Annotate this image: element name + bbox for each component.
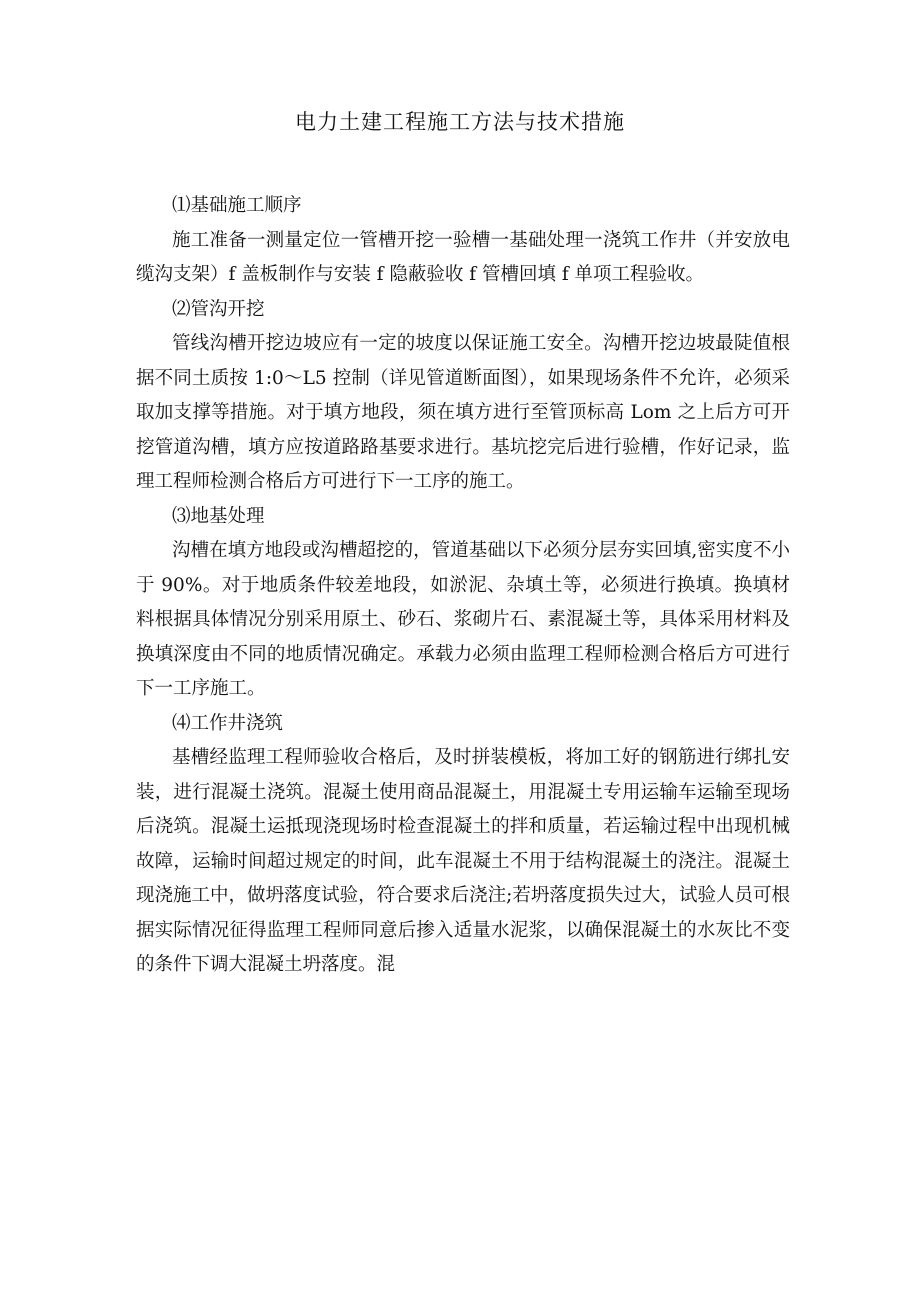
section-heading-foundation-sequence: ⑴基础施工顺序 [172,195,302,216]
section-body-foundation-sequence: 施工准备一测量定位一管槽开挖一验槽一基础处理一浇筑工作井（并安放电缆沟支架）f 盖板制作与安装 f 隐蔽验收 f 管槽回填 f 单项工程验收。 [136,229,790,285]
section-body-foundation-treatment: 沟槽在填方地段或沟槽超挖的，管道基础以下必须分层夯实回填,密实度不小于 90%。对于地质条件较差地段，如淤泥、杂填土等，必须进行换填。换填材料根据具体情况分别采用原土、砂石、浆砌片石、素混凝土等，具体采用材料及换填深度由不同的地质情况确定。承载力必须由监理工程师检测合格后方可进行下一工序施工。 [136,540,790,699]
section-body-trench-excavation: 管线沟槽开挖边坡应有一定的坡度以保证施工安全。沟槽开挖边坡最陡值根据不同土质按 1:0～L5 控制（详见管道断面图），如果现场条件不允许，必须采取加支撑等措施。对于填方地段，须在填方进行至管顶标高 Lom 之上后方可开挖管道沟槽，填方应按道路路基要求进行。基坑挖完后进行验槽，作好记录，监理工程师检测合格后方可进行下一工序的施工。 [136,333,790,492]
document-body [136,189,790,983]
section-body-work-well-pouring: 基槽经监理工程师验收合格后，及时拼装模板，将加工好的钢筋进行绑扎安装，进行混凝土浇筑。混凝土使用商品混凝土，用混凝土专用运输车运输至现场后浇筑。混凝土运抵现浇现场时检查混凝土的拌和质量，若运输过程中出现机械故障，运输时间超过规定的时间，此车混凝土不用于结构混凝土的浇注。混凝土现浇施工中，做坍落度试验，符合要求后浇注;若坍落度损失过大，试验人员可根据实际情况征得监理工程师同意后掺入适量水泥浆，以确保混凝土的水灰比不变的条件下调大混凝土坍落度。混 [136,747,790,975]
section-heading-foundation-treatment: ⑶地基处理 [172,505,265,527]
section-heading-work-well-pouring: ⑷工作井浇筑 [172,712,284,734]
section-heading-trench-excavation: ⑵管沟开挖 [172,298,265,320]
document-title: 电力土建工程施工方法与技术措施 [295,110,625,134]
